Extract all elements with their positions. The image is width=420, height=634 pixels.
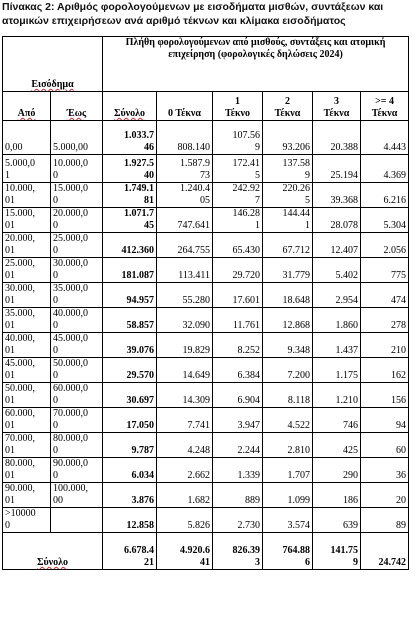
children-0-cell: 747.641 bbox=[157, 208, 213, 233]
children-3-cell: 28.078 bbox=[313, 208, 361, 233]
header-group: Πλήθη φορολογούμενων από μισθούς, συντάξεις και ατομική επιχείρηση (φορολογικές δηλώσεις 2024) bbox=[103, 37, 409, 92]
income-from-cell: 30.000, 01 bbox=[3, 283, 51, 308]
header-from bbox=[3, 92, 51, 121]
children-2-cell: 2.810 bbox=[263, 433, 313, 458]
income-from-cell: 60.000, 01 bbox=[3, 408, 51, 433]
row-total-cell: 1.033.7 46 bbox=[103, 121, 157, 155]
children-2-cell: 4.522 bbox=[263, 408, 313, 433]
row-total-cell: 17.050 bbox=[103, 408, 157, 433]
children-1-cell: 29.720 bbox=[213, 258, 263, 283]
children-3-cell: 639 bbox=[313, 508, 361, 533]
income-to-cell: 70.000,0 0 bbox=[51, 408, 103, 433]
income-to-cell: 60.000,0 0 bbox=[51, 383, 103, 408]
row-total-cell: 1.749.1 81 bbox=[103, 183, 157, 208]
children-3-cell: 1.210 bbox=[313, 383, 361, 408]
children-2-cell: 18.648 bbox=[263, 283, 313, 308]
children-4plus-cell: 5.304 bbox=[361, 208, 409, 233]
children-3-cell: 186 bbox=[313, 483, 361, 508]
income-to-cell: 50.000,0 0 bbox=[51, 358, 103, 383]
income-from-cell: 20.000, 01 bbox=[3, 233, 51, 258]
children-0-cell: 1.240.4 05 bbox=[157, 183, 213, 208]
totals-children-4plus: 24.742 bbox=[361, 533, 409, 570]
row-total-cell: 39.076 bbox=[103, 333, 157, 358]
totals-children-2: 764.88 6 bbox=[263, 533, 313, 570]
table-row bbox=[3, 433, 409, 458]
children-4plus-cell: 775 bbox=[361, 258, 409, 283]
table-row bbox=[3, 483, 409, 508]
income-to-cell: 30.000,0 0 bbox=[51, 258, 103, 283]
children-4plus-cell: 94 bbox=[361, 408, 409, 433]
children-2-cell: 8.118 bbox=[263, 383, 313, 408]
income-to-cell: 35.000,0 0 bbox=[51, 283, 103, 308]
income-to-cell: 5.000,00 bbox=[51, 121, 103, 155]
income-to-cell: 80.000,0 0 bbox=[51, 433, 103, 458]
children-1-cell: 107.56 9 bbox=[213, 121, 263, 155]
income-to-cell bbox=[51, 508, 103, 533]
table-row bbox=[3, 208, 409, 233]
income-to-cell: 45.000,0 0 bbox=[51, 333, 103, 358]
children-4plus-cell: 156 bbox=[361, 383, 409, 408]
table-row bbox=[3, 408, 409, 433]
header-children-0: 0 Τέκνα bbox=[157, 92, 213, 121]
row-total-cell: 30.697 bbox=[103, 383, 157, 408]
children-1-cell: 889 bbox=[213, 483, 263, 508]
children-2-cell: 7.200 bbox=[263, 358, 313, 383]
children-4plus-cell: 4.443 bbox=[361, 121, 409, 155]
income-to-cell: 25.000,0 0 bbox=[51, 233, 103, 258]
table-row bbox=[3, 233, 409, 258]
children-1-cell: 146.28 1 bbox=[213, 208, 263, 233]
totals-label: Σύνολο bbox=[36, 557, 69, 568]
children-1-cell: 242.92 7 bbox=[213, 183, 263, 208]
children-1-cell: 11.761 bbox=[213, 308, 263, 333]
header-to-label: Έως bbox=[66, 108, 87, 119]
row-total-cell: 6.034 bbox=[103, 458, 157, 483]
children-0-cell: 1.682 bbox=[157, 483, 213, 508]
children-1-cell: 1.339 bbox=[213, 458, 263, 483]
children-4plus-cell: 89 bbox=[361, 508, 409, 533]
income-from-cell: 50.000, 01 bbox=[3, 383, 51, 408]
header-children-2: 2 Τέκνα bbox=[263, 92, 313, 121]
children-2-cell: 67.712 bbox=[263, 233, 313, 258]
children-3-cell: 20.388 bbox=[313, 121, 361, 155]
totals-label-cell bbox=[3, 533, 103, 570]
income-from-cell: 0,00 bbox=[3, 121, 51, 155]
row-total-cell: 9.787 bbox=[103, 433, 157, 458]
table-caption: Πίνακας 2: Αριθμός φορολογούμενων με εισοδήματα μισθών, συντάξεων και ατομικών επιχειρήσεων ανά αριθμό τέκνων και κλίμακα εισοδήματος bbox=[2, 1, 384, 27]
header-children-3: 3 Τέκνα bbox=[313, 92, 361, 121]
income-from-cell: 5.000,0 1 bbox=[3, 155, 51, 183]
children-1-cell: 6.384 bbox=[213, 358, 263, 383]
income-from-cell: 10.000, 01 bbox=[3, 183, 51, 208]
children-0-cell: 2.662 bbox=[157, 458, 213, 483]
income-to-cell: 20.000,0 0 bbox=[51, 208, 103, 233]
income-from-cell: 40.000, 01 bbox=[3, 333, 51, 358]
children-4plus-cell: 20 bbox=[361, 483, 409, 508]
children-0-cell: 55.280 bbox=[157, 283, 213, 308]
table-row bbox=[3, 358, 409, 383]
children-1-cell: 65.430 bbox=[213, 233, 263, 258]
children-4plus-cell: 6.216 bbox=[361, 183, 409, 208]
children-2-cell: 9.348 bbox=[263, 333, 313, 358]
children-0-cell: 1.587.9 73 bbox=[157, 155, 213, 183]
income-from-cell: 45.000, 01 bbox=[3, 358, 51, 383]
children-0-cell: 264.755 bbox=[157, 233, 213, 258]
children-3-cell: 1.860 bbox=[313, 308, 361, 333]
row-total-cell: 58.857 bbox=[103, 308, 157, 333]
children-3-cell: 1.437 bbox=[313, 333, 361, 358]
children-2-cell: 31.779 bbox=[263, 258, 313, 283]
row-total-cell: 29.570 bbox=[103, 358, 157, 383]
children-2-cell: 1.099 bbox=[263, 483, 313, 508]
children-0-cell: 808.140 bbox=[157, 121, 213, 155]
children-0-cell: 14.649 bbox=[157, 358, 213, 383]
children-0-cell: 5.826 bbox=[157, 508, 213, 533]
children-1-cell: 2.244 bbox=[213, 433, 263, 458]
children-3-cell: 39.368 bbox=[313, 183, 361, 208]
table-row bbox=[3, 383, 409, 408]
header-children-1: 1 Τέκνο bbox=[213, 92, 263, 121]
children-3-cell: 12.407 bbox=[313, 233, 361, 258]
children-1-cell: 8.252 bbox=[213, 333, 263, 358]
totals-row bbox=[3, 533, 409, 570]
table-row bbox=[3, 121, 409, 155]
row-total-cell: 3.876 bbox=[103, 483, 157, 508]
header-from-label: Από bbox=[17, 108, 36, 119]
header-to bbox=[51, 92, 103, 121]
table-row bbox=[3, 258, 409, 283]
header-income bbox=[3, 37, 103, 92]
income-to-cell: 40.000,0 0 bbox=[51, 308, 103, 333]
children-2-cell: 144.44 1 bbox=[263, 208, 313, 233]
totals-children-0: 4.920.6 41 bbox=[157, 533, 213, 570]
row-total-cell: 1.071.7 45 bbox=[103, 208, 157, 233]
children-0-cell: 113.411 bbox=[157, 258, 213, 283]
income-to-cell: 90.000,0 0 bbox=[51, 458, 103, 483]
table-row bbox=[3, 333, 409, 358]
children-0-cell: 32.090 bbox=[157, 308, 213, 333]
table-row bbox=[3, 155, 409, 183]
row-total-cell: 1.927.5 40 bbox=[103, 155, 157, 183]
children-3-cell: 2.954 bbox=[313, 283, 361, 308]
income-from-cell: 80.000, 01 bbox=[3, 458, 51, 483]
children-2-cell: 93.206 bbox=[263, 121, 313, 155]
children-1-cell: 17.601 bbox=[213, 283, 263, 308]
header-total-label: Σύνολο bbox=[113, 108, 146, 119]
totals-children-1: 826.39 3 bbox=[213, 533, 263, 570]
children-4plus-cell: 4.369 bbox=[361, 155, 409, 183]
children-2-cell: 1.707 bbox=[263, 458, 313, 483]
income-to-cell: 100.000, 00 bbox=[51, 483, 103, 508]
totals-children-3: 141.75 9 bbox=[313, 533, 361, 570]
table-row bbox=[3, 283, 409, 308]
children-2-cell: 12.868 bbox=[263, 308, 313, 333]
row-total-cell: 412.360 bbox=[103, 233, 157, 258]
children-1-cell: 172.41 5 bbox=[213, 155, 263, 183]
income-from-cell: 35.000, 01 bbox=[3, 308, 51, 333]
children-1-cell: 6.904 bbox=[213, 383, 263, 408]
children-3-cell: 25.194 bbox=[313, 155, 361, 183]
table-row bbox=[3, 508, 409, 533]
children-4plus-cell: 162 bbox=[361, 358, 409, 383]
children-1-cell: 3.947 bbox=[213, 408, 263, 433]
children-3-cell: 290 bbox=[313, 458, 361, 483]
children-2-cell: 220.26 5 bbox=[263, 183, 313, 208]
children-4plus-cell: 2.056 bbox=[361, 233, 409, 258]
income-to-cell: 15.000,0 0 bbox=[51, 183, 103, 208]
children-1-cell: 2.730 bbox=[213, 508, 263, 533]
table-row bbox=[3, 183, 409, 208]
children-0-cell: 19.829 bbox=[157, 333, 213, 358]
children-2-cell: 3.574 bbox=[263, 508, 313, 533]
header-income-label: Εισόδημα bbox=[31, 79, 74, 90]
income-from-cell: 25.000, 01 bbox=[3, 258, 51, 283]
income-from-cell: >10000 0 bbox=[3, 508, 51, 533]
income-from-cell: 70.000, 01 bbox=[3, 433, 51, 458]
children-3-cell: 1.175 bbox=[313, 358, 361, 383]
totals-total: 6.678.4 21 bbox=[103, 533, 157, 570]
children-2-cell: 137.58 9 bbox=[263, 155, 313, 183]
children-3-cell: 425 bbox=[313, 433, 361, 458]
children-0-cell: 7.741 bbox=[157, 408, 213, 433]
children-4plus-cell: 36 bbox=[361, 458, 409, 483]
children-3-cell: 5.402 bbox=[313, 258, 361, 283]
children-4plus-cell: 60 bbox=[361, 433, 409, 458]
row-total-cell: 12.858 bbox=[103, 508, 157, 533]
table-row bbox=[3, 308, 409, 333]
income-from-cell: 15.000, 01 bbox=[3, 208, 51, 233]
children-4plus-cell: 474 bbox=[361, 283, 409, 308]
income-from-cell: 90.000, 01 bbox=[3, 483, 51, 508]
children-3-cell: 746 bbox=[313, 408, 361, 433]
header-children-4plus: >= 4 Τέκνα bbox=[361, 92, 409, 121]
children-0-cell: 14.309 bbox=[157, 383, 213, 408]
children-0-cell: 4.248 bbox=[157, 433, 213, 458]
children-4plus-cell: 278 bbox=[361, 308, 409, 333]
header-total bbox=[103, 92, 157, 121]
income-to-cell: 10.000,0 0 bbox=[51, 155, 103, 183]
children-4plus-cell: 210 bbox=[361, 333, 409, 358]
row-total-cell: 181.087 bbox=[103, 258, 157, 283]
table-row bbox=[3, 458, 409, 483]
row-total-cell: 94.957 bbox=[103, 283, 157, 308]
income-children-table bbox=[2, 36, 409, 570]
